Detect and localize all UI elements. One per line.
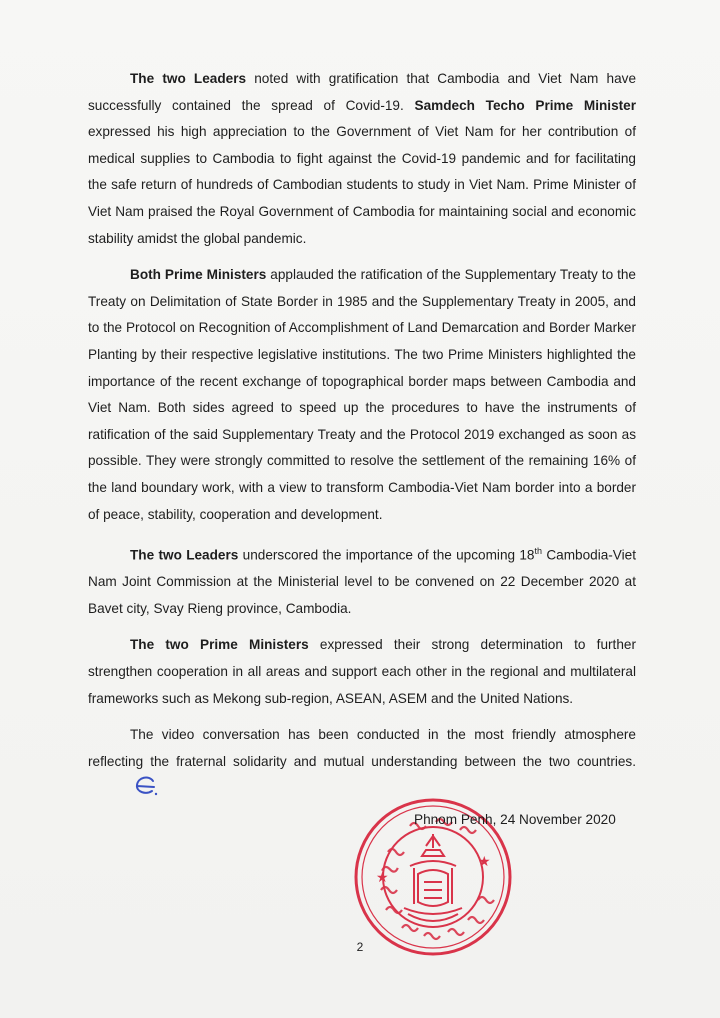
paragraph-1-text: noted with gratification that Cambodia and Viet Nam have successfully contained the spread of Covid-19. [88, 71, 637, 113]
paragraph-5-text: The video conversation has been conducted in the most friendly atmosphere reflecting the fraternal solidarity and mutual understanding between the two countries. [88, 727, 636, 769]
page-number: 2 [356, 940, 364, 954]
paragraph-3-lead: The two Leaders [130, 547, 239, 563]
paragraph-1-lead: The two Leaders [130, 71, 247, 86]
svg-text:★: ★ [376, 870, 389, 886]
paragraph-2 [88, 262, 636, 528]
paragraph-4 [88, 632, 636, 712]
paragraph-3-text-2: Cambodia-Viet Nam Joint Commission at the Ministerial level to be convened on 22 December 2020 at Bavet city, Svay Rieng province, Cambodia. [88, 547, 636, 616]
paragraph-3 [88, 538, 636, 622]
paragraph-1-lead-2: Samdech Techo Prime Minister [414, 97, 637, 113]
paragraph-4-text: expressed their strong determination to further strengthen cooperation in all areas and support each other in the regional and multilateral frameworks such as Mekong sub-region, ASEAN, ASEM and the United Nations. [88, 637, 636, 706]
document-body [88, 66, 636, 817]
handwritten-initial-icon [92, 775, 158, 807]
place-and-date: Phnom Penh, 24 November 2020 [414, 812, 616, 827]
paragraph-5 [88, 722, 636, 807]
paragraph-1 [88, 66, 636, 252]
paragraph-1-text-2: expressed his high appreciation to the Government of Viet Nam for her contribution of medical supplies to Cambodia to fight against the Covid-19 pandemic and for facilitating the safe return of hundreds of Cambodian students to study in Viet Nam. Prime Minister of Viet Nam praised the Royal Government of Cambodia for maintaining social and economic stability amidst the global pandemic. [88, 124, 636, 246]
paragraph-3-superscript: th [534, 546, 543, 557]
paragraph-4-lead: The two Prime Ministers [130, 637, 309, 653]
svg-text:★: ★ [478, 854, 491, 870]
paragraph-3-text: underscored the importance of the upcoming 18 [238, 547, 535, 563]
paragraph-2-text: applauded the ratification of the Supplementary Treaty to the Treaty on Delimitation of State Border in 1985 and the Supplementary Treaty in 2005, and to the Protocol on Recognition of Accomplishment of Land Demarcation and Border Marker Planting by their respective legislative institutions. The two Prime Ministers highlighted the importance of the recent exchange of topographical border maps between Cambodia and Viet Nam. Both sides agreed to speed up the procedures to have the instruments of ratification of the said Supplementary Treaty and the Protocol 2019 exchanged as soon as possible. They were strongly committed to resolve the settlement of the remaining 16% of the land boundary work, with a view to transform Cambodia-Viet Nam border into a border of peace, stability, cooperation and development. [88, 267, 636, 522]
paragraph-2-lead: Both Prime Ministers [130, 267, 267, 283]
